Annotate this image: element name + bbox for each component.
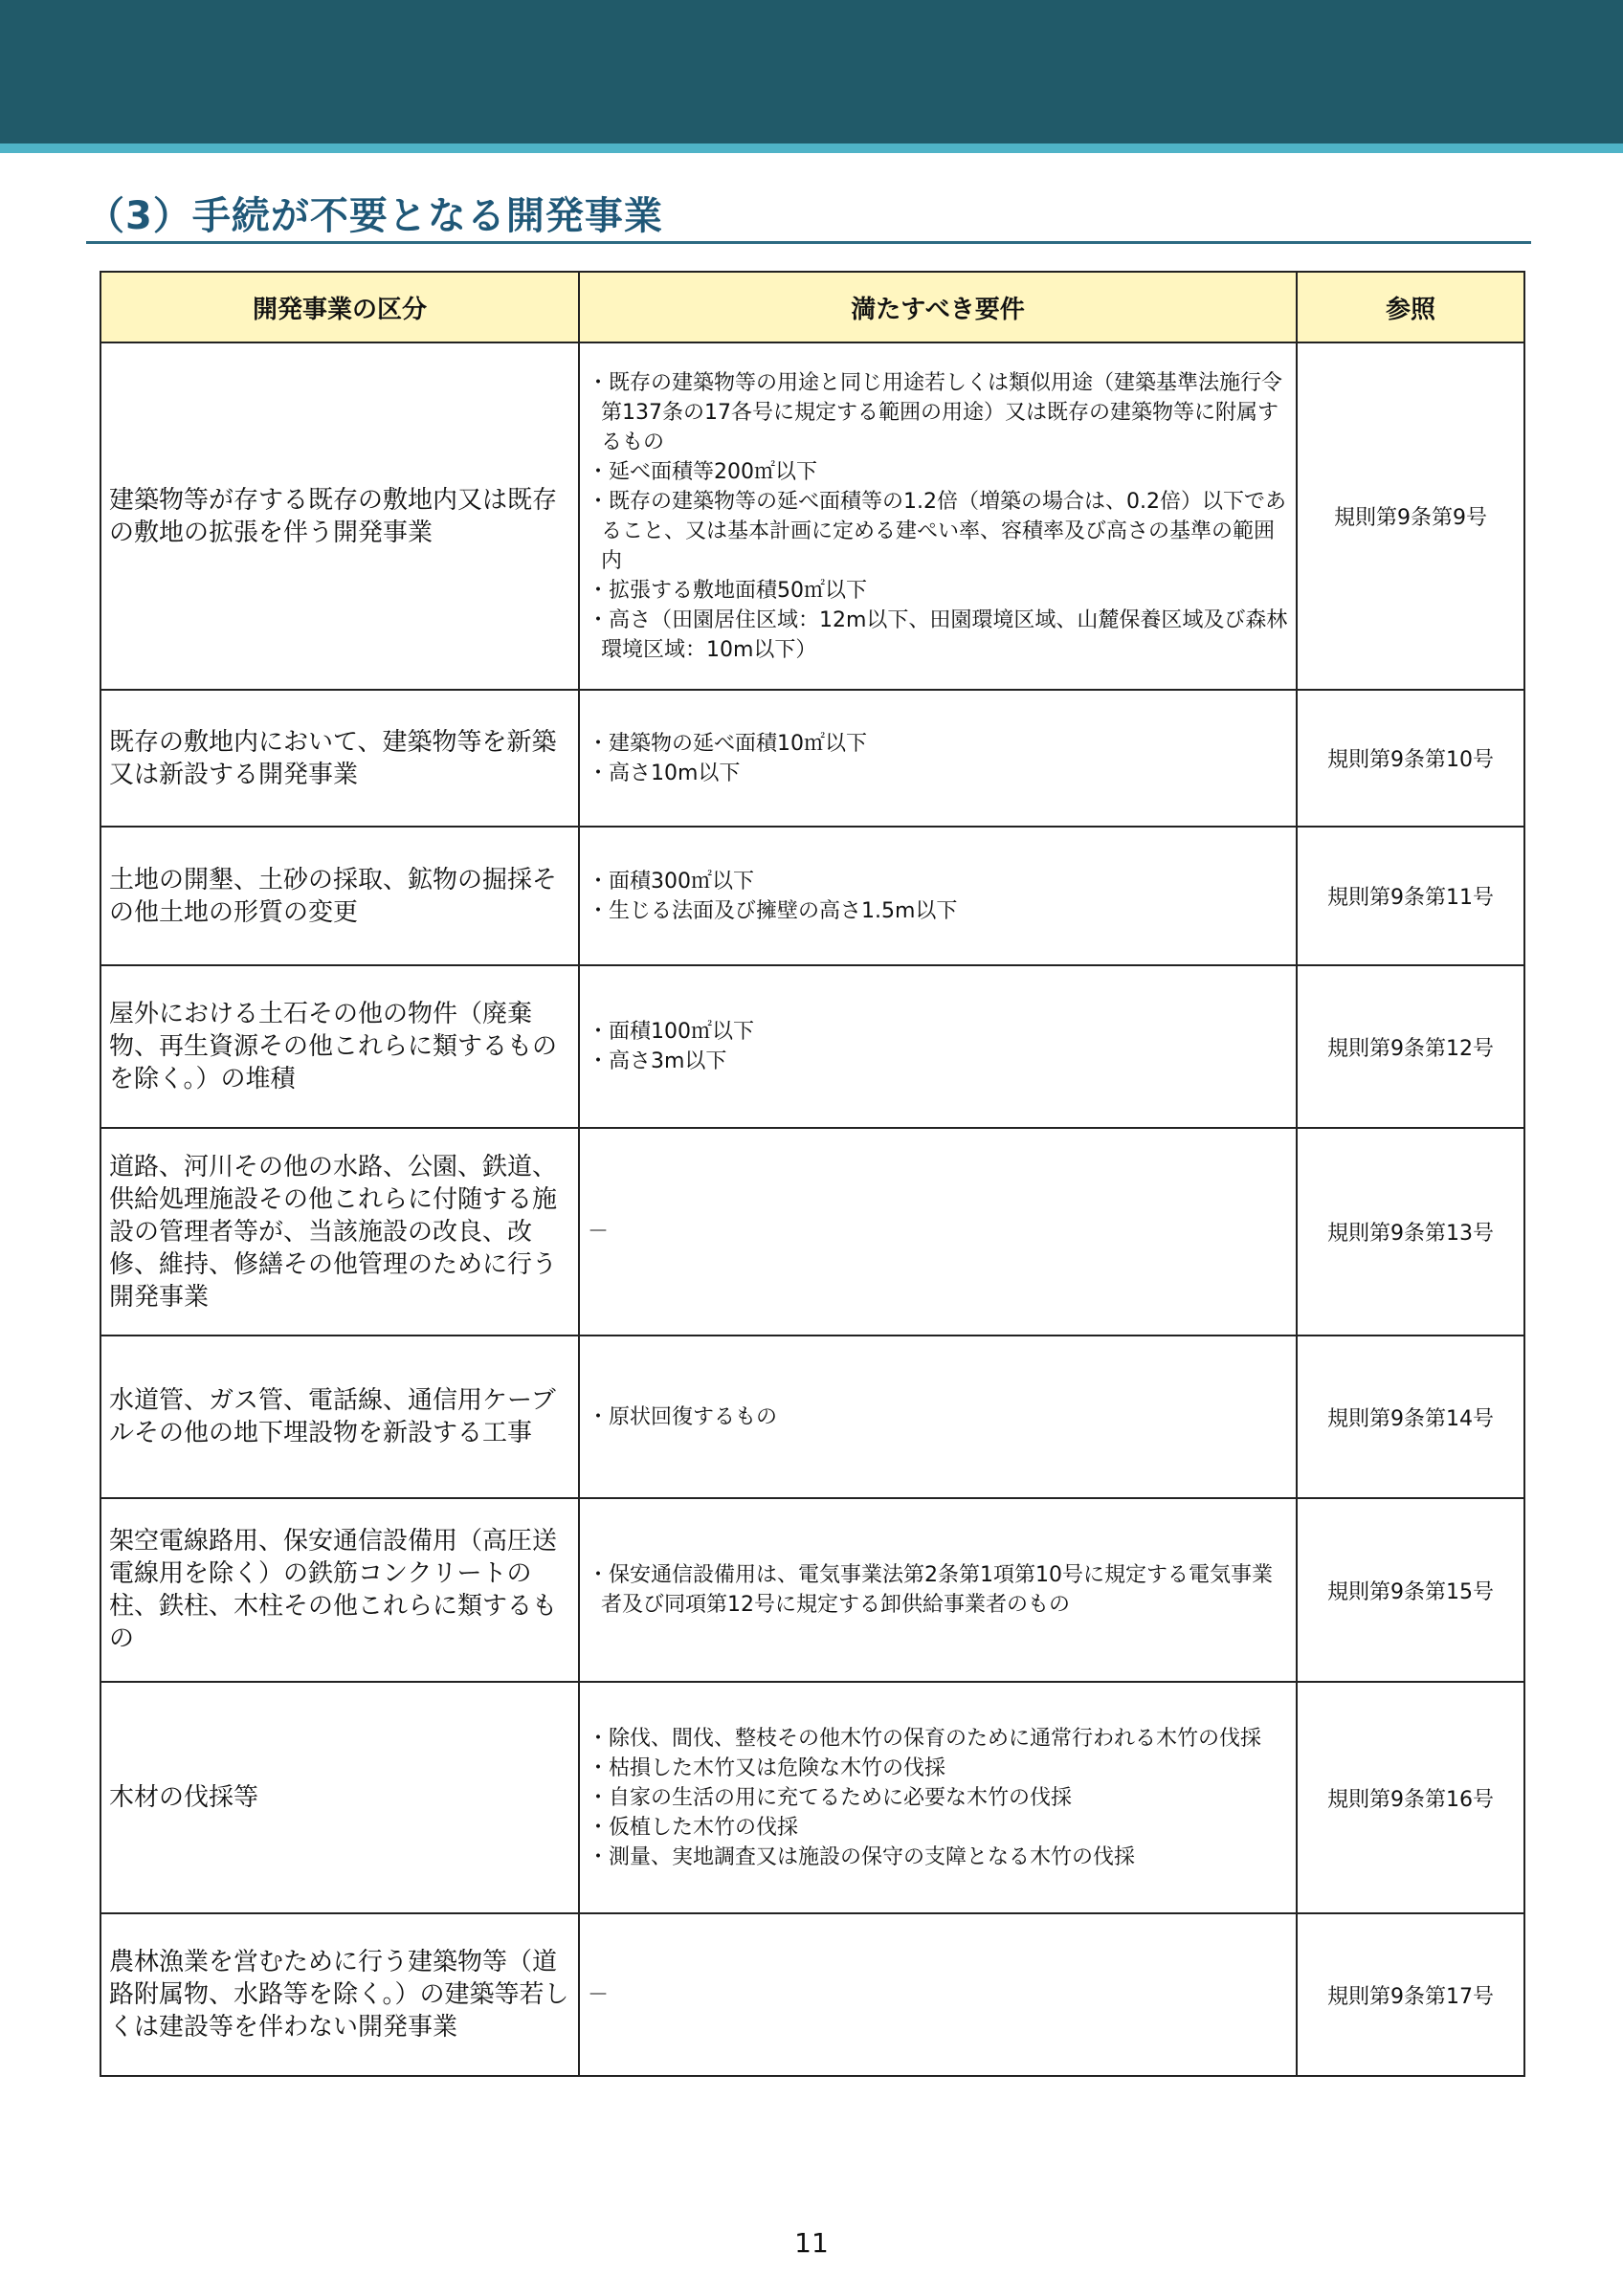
condition-item: ・延べ面積等200㎡以下: [588, 459, 817, 484]
reference-cell: 規則第9条第13号: [1297, 1128, 1524, 1336]
column-header-reference: 参照: [1297, 272, 1524, 342]
category-cell: 架空電線路用、保安通信設備用（高圧送電線用を除く）の鉄筋コンクリートの柱、鉄柱、木柱その他これらに類するもの: [100, 1498, 579, 1682]
conditions-cell: [579, 827, 1297, 965]
reference-cell: 規則第9条第17号: [1297, 1913, 1524, 2076]
reference-cell: 規則第9条第11号: [1297, 827, 1524, 965]
table-row: [100, 827, 1524, 965]
reference-cell: 規則第9条第9号: [1297, 342, 1524, 690]
condition-item: ・拡張する敷地面積50㎡以下: [588, 578, 867, 603]
condition-item: ・高さ（田園居住区域：12m以下、田園環境区域、山麓保養区域及び森林環境区域：10m以下）: [588, 607, 1288, 662]
category-cell: 既存の敷地内において、建築物等を新築又は新設する開発事業: [100, 690, 579, 827]
table-row: [100, 342, 1524, 690]
condition-item: ・原状回復するもの: [588, 1404, 778, 1429]
reference-cell: 規則第9条第15号: [1297, 1498, 1524, 1682]
reference-cell: 規則第9条第14号: [1297, 1336, 1524, 1498]
page-number: 11: [794, 2227, 829, 2259]
condition-item: ・面積300㎡以下: [588, 869, 754, 894]
header-band: [0, 0, 1623, 144]
table-row: [100, 690, 1524, 827]
condition-item: ・仮植した木竹の伐採: [588, 1815, 799, 1840]
table-row: [100, 1128, 1524, 1336]
conditions-cell: [579, 1682, 1297, 1913]
table-header-row: [100, 272, 1524, 342]
requirements-table: [100, 271, 1525, 2077]
condition-item: ・枯損した木竹又は危険な木竹の伐採: [588, 1755, 946, 1780]
condition-item: ・既存の建築物等の延べ面積等の1.2倍（増築の場合は、0.2倍）以下であること、又は基本計画に定める建ぺい率、容積率及び高さの基準の範囲内: [588, 489, 1286, 573]
category-cell: 道路、河川その他の水路、公園、鉄道、供給処理施設その他これらに付随する施設の管理者等が、当該施設の改良、改修、維持、修繕その他管理のために行う開発事業: [100, 1128, 579, 1336]
conditions-cell: [579, 1336, 1297, 1498]
reference-cell: 規則第9条第10号: [1297, 690, 1524, 827]
category-cell: 土地の開墾、土砂の採取、鉱物の掘採その他土地の形質の変更: [100, 827, 579, 965]
reference-cell: 規則第9条第12号: [1297, 965, 1524, 1128]
condition-item: ・除伐、間伐、整枝その他木竹の保育のために通常行われる木竹の伐採: [588, 1726, 1262, 1751]
category-cell: 木材の伐採等: [100, 1682, 579, 1913]
reference-cell: 規則第9条第16号: [1297, 1682, 1524, 1913]
column-header-requirements: 満たすべき要件: [579, 272, 1297, 342]
condition-item: －: [588, 1982, 610, 2007]
header-accent-stripe: [0, 144, 1623, 153]
condition-item: ・高さ3m以下: [588, 1049, 727, 1073]
condition-item: ・高さ10m以下: [588, 761, 741, 785]
conditions-cell: [579, 965, 1297, 1128]
condition-item: ・測量、実地調査又は施設の保守の支障となる木竹の伐採: [588, 1844, 1136, 1869]
condition-item: ・建築物の延べ面積10㎡以下: [588, 731, 867, 756]
condition-item: ・既存の建築物等の用途と同じ用途若しくは類似用途（建築基準法施行令第137条の17各号に規定する範囲の用途）又は既存の建築物等に附属するもの: [588, 370, 1283, 454]
table-row: [100, 1498, 1524, 1682]
conditions-cell: [579, 1913, 1297, 2076]
condition-item: －: [588, 1220, 610, 1244]
table-row: [100, 1682, 1524, 1913]
condition-item: ・自家の生活の用に充てるために必要な木竹の伐採: [588, 1785, 1073, 1810]
category-cell: 建築物等が存する既存の敷地内又は既存の敷地の拡張を伴う開発事業: [100, 342, 579, 690]
column-header-category: 開発事業の区分: [100, 272, 579, 342]
table-row: [100, 1913, 1524, 2076]
condition-item: ・面積100㎡以下: [588, 1020, 754, 1044]
table-row: [100, 1336, 1524, 1498]
conditions-cell: [579, 1128, 1297, 1336]
category-cell: 水道管、ガス管、電話線、通信用ケーブルその他の地下埋設物を新設する工事: [100, 1336, 579, 1498]
conditions-cell: [579, 342, 1297, 690]
table-row: [100, 965, 1524, 1128]
category-cell: 屋外における土石その他の物件（廃棄物、再生資源その他これらに類するものを除く。）の堆積: [100, 965, 579, 1128]
condition-item: ・保安通信設備用は、電気事業法第2条第1項第10号に規定する電気事業者及び同項第12号に規定する卸供給事業者のもの: [588, 1563, 1273, 1617]
section-title: （3）手続が不要となる開発事業: [86, 191, 1531, 244]
condition-item: ・生じる法面及び擁壁の高さ1.5m以下: [588, 898, 958, 923]
conditions-cell: [579, 690, 1297, 827]
category-cell: 農林漁業を営むために行う建築物等（道路附属物、水路等を除く。）の建築等若しくは建設等を伴わない開発事業: [100, 1913, 579, 2076]
conditions-cell: [579, 1498, 1297, 1682]
